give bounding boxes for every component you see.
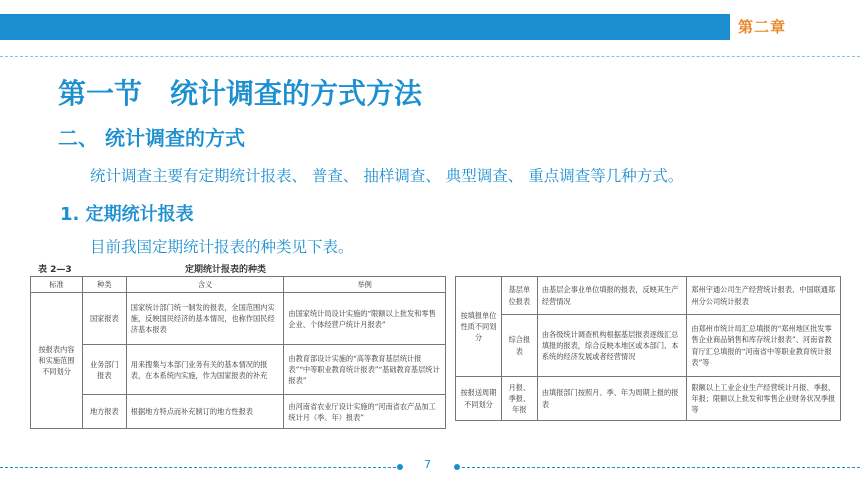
subsection-heading: 1. 定期统计报表 <box>60 204 194 225</box>
table-row <box>456 377 841 421</box>
header-example: 举例 <box>284 277 446 293</box>
table-number: 表 2—3 <box>38 265 72 275</box>
criterion-cell: 按报送周期不同划分 <box>456 377 502 421</box>
table-caption: 定期统计报表的种类 <box>185 265 267 275</box>
table-row <box>31 345 446 395</box>
criterion-cell: 按报表内容和实施范围不同划分 <box>31 293 83 429</box>
kind-cell: 月报、季报、年报 <box>501 377 537 421</box>
kind-cell: 综合报表 <box>501 315 537 377</box>
meaning-cell: 用来搜集与本部门业务有关的基本情况的报表，在本系统内实施，作为国家报表的补充 <box>126 345 284 395</box>
example-cell: 限额以上工业企业生产经营统计月报、季报、年报；限额以上批发和零售企业财务状况季报等 <box>687 377 841 421</box>
kind-cell: 业务部门报表 <box>82 345 126 395</box>
meaning-cell: 由各级统计调查机构根据基层报表逐级汇总填报的报表，综合反映本地区或本部门、本系统的经济发展或者经营情况 <box>537 315 687 377</box>
report-types-table-left <box>30 276 446 429</box>
table-row <box>456 277 841 315</box>
example-cell: 郑州宇通公司生产经营统计报表、中国联通郑州分公司统计报表 <box>687 277 841 315</box>
meaning-cell: 由填报部门按照月、季、年为周期上报的报表 <box>537 377 687 421</box>
example-cell: 由教育部设计实施的“高等教育基层统计报表”“中等职业教育统计报表”“基础教育基层统计报表” <box>284 345 446 395</box>
header-divider <box>0 56 860 57</box>
header-criterion: 标准 <box>31 277 83 293</box>
criterion-cell: 按填报单位性质不同划分 <box>456 277 502 377</box>
intro-paragraph: 统计调查主要有定期统计报表、 普查、 抽样调查、 典型调查、 重点调查等几种方式。 <box>90 167 684 185</box>
footer-divider-right <box>462 467 860 468</box>
footer-dot-left <box>397 464 403 470</box>
table-row <box>31 293 446 345</box>
kind-cell: 地方报表 <box>82 395 126 429</box>
meaning-cell: 由基层企事业单位填报的报表，反映其生产经营情况 <box>537 277 687 315</box>
lead-paragraph: 目前我国定期统计报表的种类见下表。 <box>90 238 354 256</box>
chapter-label: 第二章 <box>738 18 787 36</box>
header-meaning: 含义 <box>126 277 284 293</box>
example-cell: 由郑州市统计局汇总填报的“郑州地区批发零售企业商品销售和库存统计报表”、河南省教育厅汇总填报的“河南省中等职业教育统计报表”等 <box>687 315 841 377</box>
section-heading: 二、 统计调查的方式 <box>58 126 245 150</box>
report-types-table-right <box>455 276 841 421</box>
meaning-cell: 国家统计部门统一制发的报表，全国范围内实施，反映国民经济的基本情况，也称作国民经济基本报表 <box>126 293 284 345</box>
header-kind: 种类 <box>82 277 126 293</box>
meaning-cell: 根据地方特点而补充制订的地方性报表 <box>126 395 284 429</box>
header-bar <box>0 14 730 40</box>
footer-dot-right <box>454 464 460 470</box>
example-cell: 由河南省农业厅设计实施的“河南省农产品加工统计月（季、年）报表” <box>284 395 446 429</box>
footer-divider-left <box>0 467 396 468</box>
table-header-row <box>31 277 446 293</box>
kind-cell: 基层单位报表 <box>501 277 537 315</box>
page-number: 7 <box>424 458 431 471</box>
table-row <box>31 395 446 429</box>
example-cell: 由国家统计局设计实施的“限额以上批发和零售企业、个体经营户统计月报表” <box>284 293 446 345</box>
kind-cell: 国家报表 <box>82 293 126 345</box>
table-row <box>456 315 841 377</box>
slide-title: 第一节 统计调查的方式方法 <box>58 77 423 110</box>
